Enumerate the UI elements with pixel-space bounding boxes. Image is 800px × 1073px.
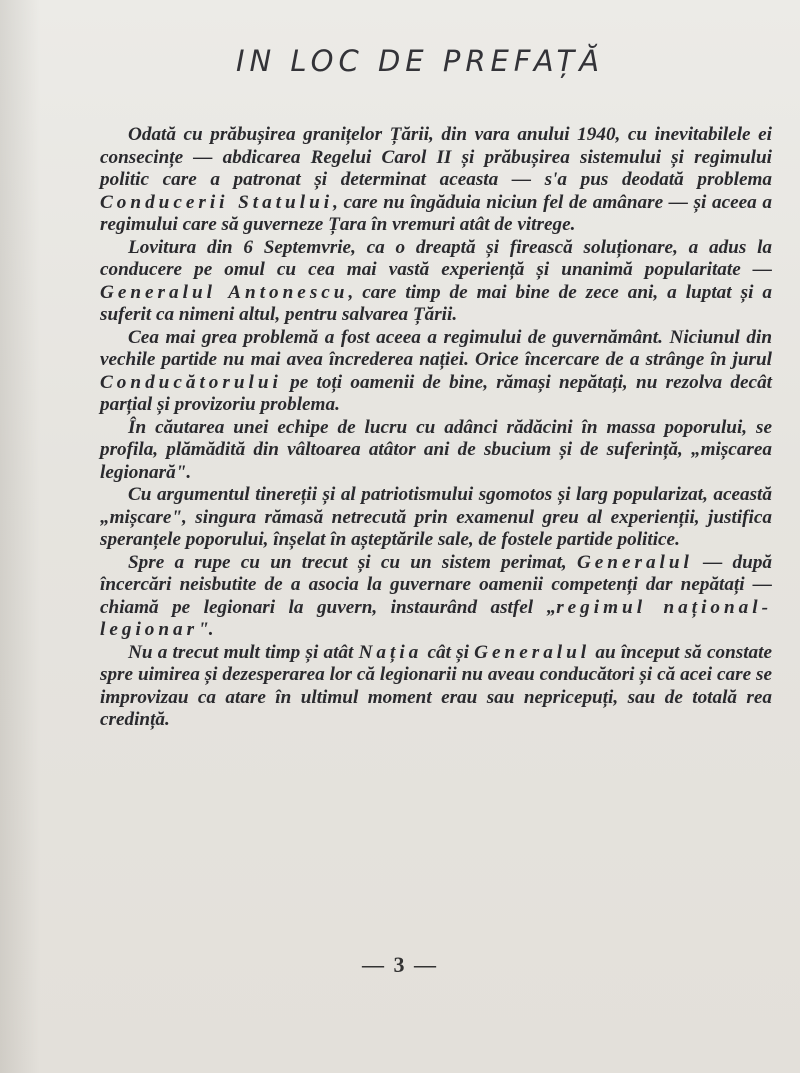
paragraph-text: Spre a rupe cu un trecut și cu un sistem perimat, <box>128 551 577 573</box>
paragraph <box>100 417 772 485</box>
paragraph-text: Nu a trecut mult timp și atât <box>128 641 359 663</box>
spaced-emphasis-text: Generalul <box>576 551 693 573</box>
spaced-emphasis-text: Generalul <box>474 641 591 663</box>
paragraph-text: Lovitura din 6 Septemvrie, ca o dreaptă și firească soluționare, a adus la conducere pe omul cu cea mai vastă experiență și unanimă popularitate — <box>100 236 772 280</box>
page-number: — 3 — <box>362 952 438 977</box>
paragraph <box>100 124 772 237</box>
paragraph-text: , care timp de mai bine de zece ani, a luptat și a suferit ca nimeni altul, pentru salvarea Țării. <box>100 281 772 325</box>
paragraph <box>100 642 772 732</box>
paragraph-text: În căutarea unei echipe de lucru cu adânci rădăcini în massa poporului, se profila, plămădită din vâltoarea atâtor ani de sbucium și de suferință, „mișcarea legionară". <box>100 416 772 483</box>
spaced-emphasis-text: Generalul Antonescu <box>100 281 349 303</box>
paragraph-text: , care nu îngăduia niciun fel de amânare — și aceea a regimului care să guverneze Țara în vremuri atât de vitrege. <box>100 191 773 235</box>
paragraph-text: au început să constate spre uimirea și dezesperarea lor că legionarii nu aveau conducători și că acei care se improvizau ca atare în ultimul moment erau sau nepricepuți, sau de totală rea credință. <box>100 641 772 730</box>
spaced-emphasis-text: Conducerii Statului <box>100 191 334 213</box>
paragraph <box>100 237 772 327</box>
preface-body <box>100 124 772 732</box>
spaced-emphasis-text: Nația <box>358 641 423 663</box>
spaced-emphasis-text: Conducătorului <box>100 371 282 393</box>
page-title: IN LOC DE PREFAȚĂ <box>235 44 605 78</box>
paragraph-text: — după încercări neisbutite de a asocia la guvernare oamenii competenți dar nepătați — chiamă pe legionari la guvern, instaurând astfel „ <box>100 551 773 618</box>
paragraph-text: pe toți oamenii de bine, rămași nepătați, nu rezolva decât parțial și provizoriu problema. <box>100 371 772 415</box>
spaced-emphasis-text: regimul național-legionar <box>100 596 772 640</box>
paragraph-text: Cea mai grea problemă a fost aceea a regimului de guvernământ. Niciunul din vechile partide nu mai avea încrederea nației. Orice încercare de a strânge în jurul <box>100 326 772 370</box>
page-binding-shadow <box>0 0 40 1073</box>
paragraph-text: cât și <box>422 641 475 663</box>
paragraph-text: Odată cu prăbușirea granițelor Țării, din vara anului 1940, cu inevitabilele ei consecințe — abdicarea Regelui Carol II și prăbușirea sistemului și regimului politic care a patronat și determinat aceasta — s'a pus deodată problema <box>100 124 772 190</box>
paragraph-text: Cu argumentul tinereții și al patriotismului sgomotos și larg popularizat, această „mișcare", singura rămasă netrecută prin examenul greu al experienții, justifica speranțele poporului, înșelat în așteptările sale, de fostele partide politice. <box>100 484 772 550</box>
paragraph <box>100 552 772 642</box>
paragraph <box>100 484 772 552</box>
paragraph-text: ". <box>198 619 214 640</box>
paragraph <box>100 327 772 417</box>
